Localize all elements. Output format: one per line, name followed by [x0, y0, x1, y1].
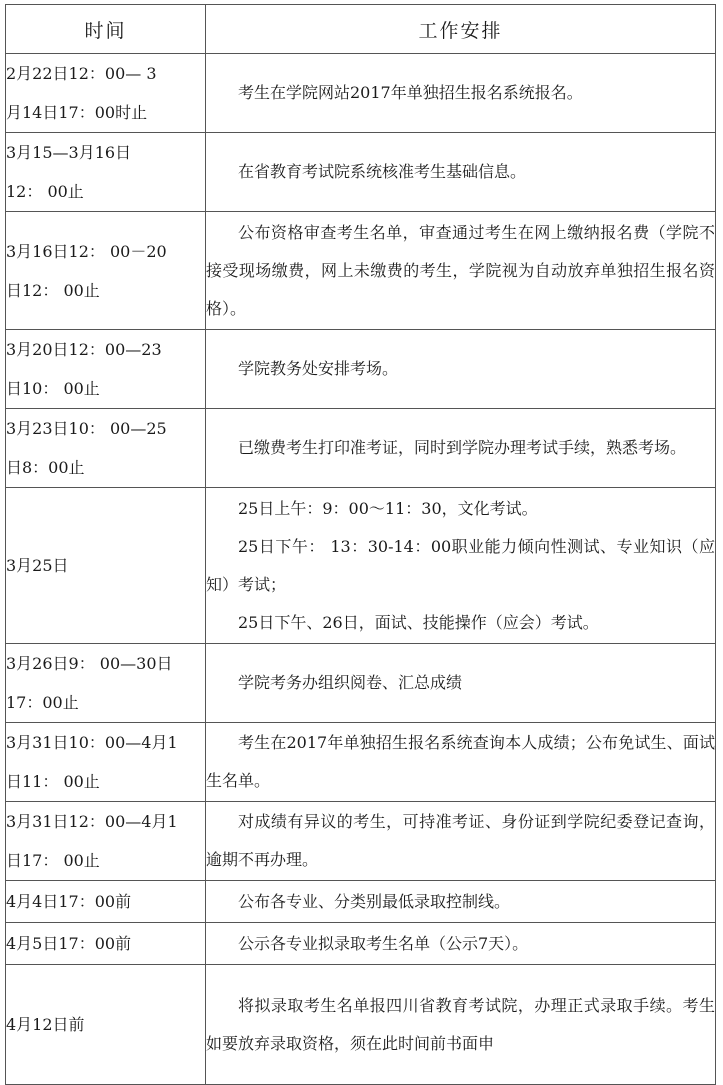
task-cell [206, 488, 716, 644]
task-cell [206, 644, 716, 723]
task-paragraph: 学院考务办组织阅卷、汇总成绩 [238, 673, 463, 692]
task-paragraph: 公布资格审查考生名单，审查通过考生在网上缴纳报名费（学院不接受现场缴费，网上未缴费的考生，学院视为自动放弃单独招生报名资格）。 [206, 222, 715, 318]
table-row [6, 802, 716, 881]
time-cell [6, 212, 206, 330]
time-cell [6, 409, 206, 488]
table-row [6, 965, 716, 1085]
table-row [6, 212, 716, 330]
task-cell [206, 965, 716, 1085]
time-line: 3月15—3月16日 [6, 143, 132, 162]
task-paragraph: 已缴费考生打印准考证，同时到学院办理考试手续，熟悉考场。 [238, 438, 687, 457]
time-line: 4月12日前 [6, 1015, 85, 1034]
task-cell [206, 409, 716, 488]
time-cell [6, 802, 206, 881]
time-line: 2月22日12：00— 3 [6, 64, 157, 83]
time-line: 4月4日17：00前 [6, 892, 132, 911]
time-cell [6, 881, 206, 923]
time-cell [6, 923, 206, 965]
time-line: 3月16日12： 00－20 [6, 241, 167, 261]
time-line: 3月31日12：00—4月1 [6, 812, 178, 831]
time-line: 日10： 00止 [6, 379, 100, 398]
table-row [6, 54, 716, 133]
task-paragraph: 25日上午：9：00～11：30，文化考试。 [238, 498, 538, 518]
table-row [6, 881, 716, 923]
task-paragraph: 考生在2017年单独招生报名系统查询本人成绩；公布免试生、面试生名单。 [206, 733, 715, 790]
time-line: 3月31日10：00—4月1 [6, 733, 178, 752]
table-row [6, 330, 716, 409]
time-line: 3月23日10： 00—25 [6, 419, 167, 438]
table-row [6, 133, 716, 212]
task-cell [206, 881, 716, 923]
task-cell [206, 133, 716, 212]
time-line: 17：00止 [6, 693, 79, 712]
task-cell [206, 54, 716, 133]
task-cell [206, 923, 716, 965]
header-row [6, 5, 716, 54]
task-cell [206, 723, 716, 802]
time-cell [6, 644, 206, 723]
table-body [6, 54, 716, 1085]
time-cell [6, 488, 206, 644]
time-line: 4月5日17：00前 [6, 934, 132, 953]
task-cell [206, 330, 716, 409]
table-row [6, 488, 716, 644]
time-cell [6, 133, 206, 212]
table-row [6, 409, 716, 488]
table-row [6, 723, 716, 802]
task-paragraph: 公布各专业、分类别最低录取控制线。 [238, 891, 511, 911]
time-line: 月14日17：00时止 [6, 103, 148, 122]
table-row [6, 923, 716, 965]
time-line: 3月20日12：00—23 [6, 340, 162, 359]
time-cell [6, 54, 206, 133]
time-line: 日12： 00止 [6, 280, 100, 300]
time-cell [6, 330, 206, 409]
schedule-table [5, 4, 716, 1085]
task-paragraph: 公示各专业拟录取考生名单（公示7天）。 [238, 933, 529, 953]
time-cell [6, 965, 206, 1085]
time-line: 日11： 00止 [6, 772, 100, 791]
task-paragraph: 考生在学院网站2017年单独招生报名系统报名。 [238, 83, 583, 102]
time-line: 日17： 00止 [6, 851, 100, 870]
task-paragraph: 将拟录取考生名单报四川省教育考试院，办理正式录取手续。考生如要放弃录取资格，须在此时间前书面申 [206, 995, 715, 1053]
task-paragraph: 对成绩有异议的考生，可持准考证、身份证到学院纪委登记查询，逾期不再办理。 [206, 812, 715, 869]
table-row [6, 644, 716, 723]
time-line: 3月26日9： 00—30日 [6, 654, 173, 673]
time-line: 3月25日 [6, 556, 69, 575]
time-line: 日8：00止 [6, 458, 85, 477]
task-paragraph: 学院教务处安排考场。 [238, 359, 399, 378]
time-column-header: 时间 [6, 5, 206, 54]
task-cell [206, 212, 716, 330]
task-cell [206, 802, 716, 881]
task-paragraph: 25日下午、26日，面试、技能操作（应会）考试。 [238, 612, 599, 632]
time-cell [6, 723, 206, 802]
time-line: 12： 00止 [6, 182, 84, 201]
task-column-header: 工作安排 [206, 5, 716, 54]
task-paragraph: 25日下午： 13：30-14：00职业能力倾向性测试、专业知识（应知）考试； [206, 536, 715, 594]
task-paragraph: 在省教育考试院系统核准考生基础信息。 [238, 162, 527, 181]
